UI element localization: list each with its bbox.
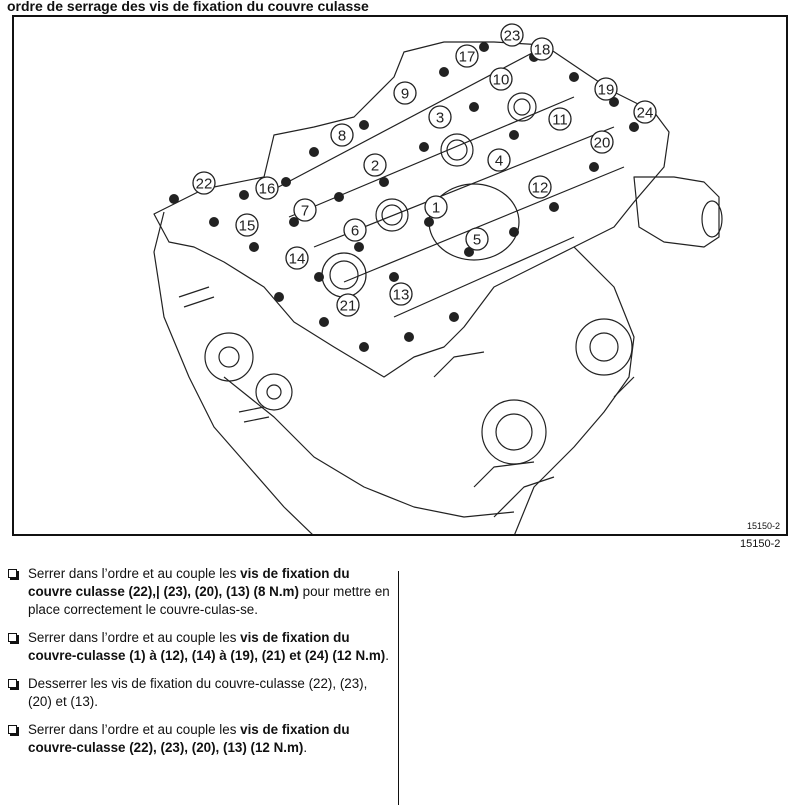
bolt-head bbox=[629, 122, 639, 132]
svg-text:16: 16 bbox=[258, 180, 276, 198]
step-text: Serrer dans l’ordre et au couple les bbox=[28, 722, 241, 737]
step-bold-text: vis de fixation du couvre-culasse (1) à (12), (14) à (19), (21) et (24) (12 N.m) bbox=[28, 630, 386, 663]
callout-7 bbox=[294, 199, 316, 221]
callout-20 bbox=[591, 131, 613, 153]
bolt-head bbox=[209, 217, 219, 227]
checkbox-bullet-icon bbox=[8, 679, 17, 688]
svg-text:5: 5 bbox=[472, 231, 482, 249]
svg-text:24: 24 bbox=[636, 104, 654, 122]
callout-6 bbox=[344, 219, 366, 241]
callout-15 bbox=[236, 214, 258, 236]
svg-text:22: 22 bbox=[195, 175, 213, 193]
callout-9 bbox=[394, 82, 416, 104]
svg-text:2: 2 bbox=[370, 157, 380, 175]
callout-2 bbox=[364, 154, 386, 176]
svg-text:9: 9 bbox=[400, 85, 410, 103]
svg-text:13: 13 bbox=[392, 286, 410, 304]
instruction-step-4 bbox=[8, 721, 393, 757]
bolt-head bbox=[549, 202, 559, 212]
checkbox-bullet-icon bbox=[8, 633, 17, 642]
callout-8 bbox=[331, 124, 353, 146]
svg-text:8: 8 bbox=[337, 127, 347, 145]
callout-1 bbox=[425, 196, 447, 218]
svg-text:12: 12 bbox=[531, 179, 549, 197]
callout-4 bbox=[488, 149, 510, 171]
svg-text:19: 19 bbox=[597, 81, 615, 99]
callout-12 bbox=[529, 176, 551, 198]
svg-text:7: 7 bbox=[300, 202, 310, 220]
bolt-head bbox=[354, 242, 364, 252]
svg-text:20: 20 bbox=[593, 134, 611, 152]
callout-24 bbox=[634, 101, 656, 123]
callout-3 bbox=[429, 106, 451, 128]
figure-reference: 15150-2 bbox=[740, 538, 781, 550]
step-bold-text: vis de fixation du couvre culasse (22),| (23), (20), (13) (8 N.m) bbox=[28, 566, 350, 599]
callout-23 bbox=[501, 24, 523, 46]
step-text: Serrer dans l’ordre et au couple les bbox=[28, 566, 241, 581]
svg-text:15: 15 bbox=[238, 217, 256, 235]
callout-22 bbox=[193, 172, 215, 194]
svg-text:11: 11 bbox=[552, 111, 568, 129]
bolt-head bbox=[169, 194, 179, 204]
callout-21 bbox=[337, 294, 359, 316]
bolt-head bbox=[359, 120, 369, 130]
step-text: Desserrer les vis de fixation du couvre-culasse (22), (23), (20) et (13). bbox=[28, 676, 368, 709]
bolt-head bbox=[249, 242, 259, 252]
svg-text:17: 17 bbox=[458, 48, 476, 66]
svg-text:18: 18 bbox=[533, 41, 551, 59]
svg-text:10: 10 bbox=[492, 71, 510, 89]
bolt-head bbox=[319, 317, 329, 327]
bolt-head bbox=[439, 67, 449, 77]
bolt-head bbox=[239, 190, 249, 200]
svg-text:1: 1 bbox=[431, 199, 441, 217]
bolt-head bbox=[314, 272, 324, 282]
column-divider bbox=[398, 571, 399, 805]
step-bold-text: vis de fixation du couvre-culasse (22), (23), (20), (13) (12 N.m) bbox=[28, 722, 350, 755]
callout-13 bbox=[390, 283, 412, 305]
step-suffix: . bbox=[303, 740, 308, 755]
callout-5 bbox=[466, 228, 488, 250]
figure-reference-inner: 15150-2 bbox=[746, 521, 780, 531]
step-suffix: . bbox=[385, 648, 389, 663]
step-suffix: pour mettre en place correctement le couvre-culas-se. bbox=[28, 584, 390, 617]
instruction-step-3 bbox=[8, 675, 393, 711]
callout-19 bbox=[595, 78, 617, 100]
callout-17 bbox=[456, 45, 478, 67]
callout-16 bbox=[256, 177, 278, 199]
bolt-head bbox=[274, 292, 284, 302]
svg-text:6: 6 bbox=[350, 222, 360, 240]
page-heading: ordre de serrage des vis de fixation du couvre culasse bbox=[7, 0, 369, 14]
bolt-head bbox=[419, 142, 429, 152]
svg-text:23: 23 bbox=[503, 27, 521, 45]
engine-drawing bbox=[14, 17, 788, 536]
bolt-head bbox=[281, 177, 291, 187]
engine-figure bbox=[12, 15, 788, 536]
checkbox-bullet-icon bbox=[8, 569, 17, 578]
bolt-head bbox=[589, 162, 599, 172]
step-text: Serrer dans l’ordre et au couple les bbox=[28, 630, 241, 645]
bolt-head bbox=[334, 192, 344, 202]
bolt-head bbox=[469, 102, 479, 112]
bolt-head bbox=[479, 42, 489, 52]
bolt-head bbox=[379, 177, 389, 187]
svg-text:4: 4 bbox=[494, 152, 504, 170]
callout-11 bbox=[549, 108, 571, 130]
instruction-list bbox=[8, 565, 393, 767]
callout-18 bbox=[531, 38, 553, 60]
callout-10 bbox=[490, 68, 512, 90]
bolt-head bbox=[424, 217, 434, 227]
bolt-head bbox=[404, 332, 414, 342]
svg-text:3: 3 bbox=[435, 109, 445, 127]
instruction-step-1 bbox=[8, 565, 393, 619]
checkbox-bullet-icon bbox=[8, 725, 17, 734]
bolt-head bbox=[359, 342, 369, 352]
bolt-head bbox=[389, 272, 399, 282]
bolt-head bbox=[509, 227, 519, 237]
bolt-head bbox=[509, 130, 519, 140]
bolt-head bbox=[309, 147, 319, 157]
svg-text:21: 21 bbox=[339, 297, 357, 315]
instruction-step-2 bbox=[8, 629, 393, 665]
svg-text:14: 14 bbox=[288, 250, 306, 268]
bolt-head bbox=[449, 312, 459, 322]
callout-14 bbox=[286, 247, 308, 269]
bolt-head bbox=[569, 72, 579, 82]
